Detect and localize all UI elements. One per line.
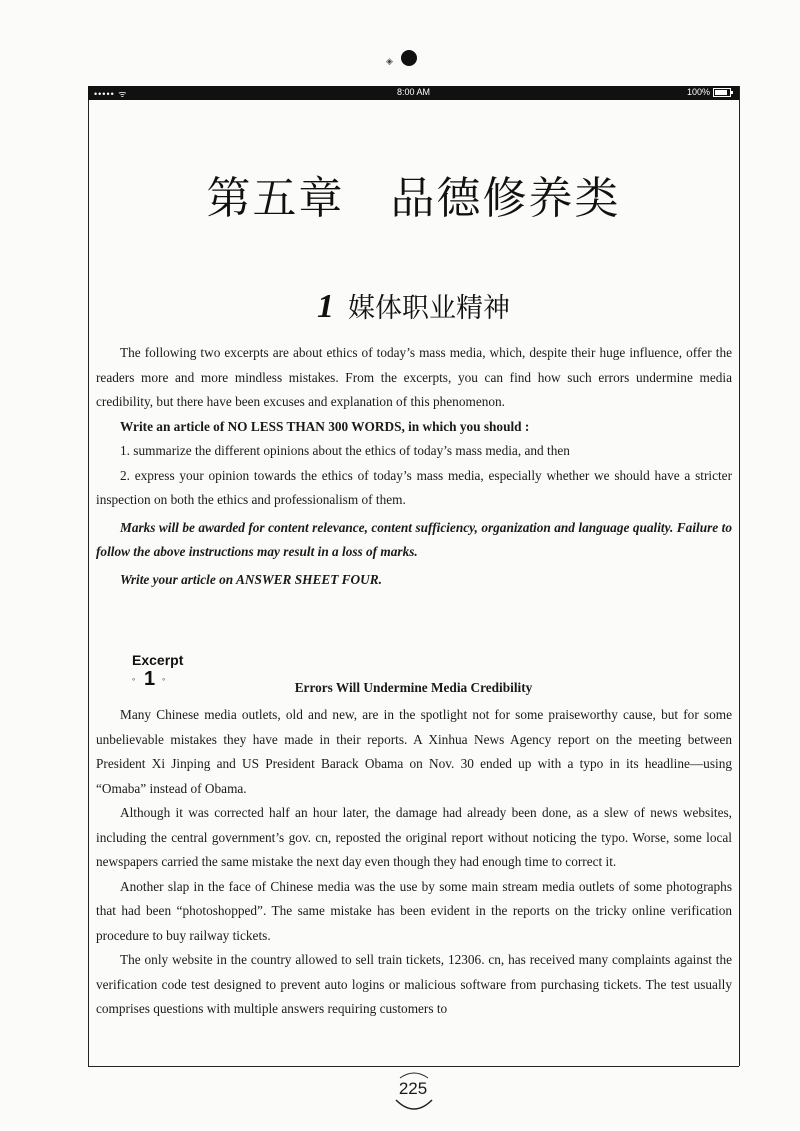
excerpt-paragraph: Another slap in the face of Chinese media was the use by some main stream media outlets of some photographs that had been “photoshopped”. The same mistake has been evident in the reports on the tricky online verification procedure to buy railway tickets.: [96, 878, 732, 943]
dot-icon: [401, 50, 417, 66]
small-mark-icon: ◈: [386, 56, 393, 66]
section-title-text: 媒体职业精神: [348, 293, 510, 324]
excerpt-heading: Errors Will Undermine Media Credibility: [294, 680, 533, 695]
excerpt-body: [96, 703, 732, 1022]
badge-dot-icon: ◦: [162, 674, 166, 684]
battery-fill: [715, 90, 727, 95]
marks-note: Marks will be awarded for content relevance, content sufficiency, organization and language quality. Failure to follow the above instructions may result in a loss of marks.: [96, 519, 732, 559]
battery-percent: 100%: [686, 87, 710, 97]
status-bar: [88, 86, 739, 100]
chapter-title: 第五章 品德修养类: [206, 173, 621, 224]
top-decoration: [382, 48, 422, 72]
section-title: [88, 286, 739, 326]
intro-paragraph: The following two excerpts are about ethics of today’s mass media, which, despite their huge influence, offer the readers more and more mindless mistakes. From the excerpts, you can find how such errors undermine media credibility, but there have been excuses and explanation of this phenomenon.: [96, 345, 732, 409]
excerpt-number: 1: [144, 668, 156, 690]
task-item-1: 1. summarize the different opinions about the ethics of today’s mass media, and then: [120, 443, 570, 458]
signal-indicator: ••••• ᯤ: [94, 89, 128, 99]
task-instruction: Write an article of NO LESS THAN 300 WORDS, in which you should :: [120, 418, 530, 434]
excerpt-paragraph: Although it was corrected half an hour later, the damage had already been done, as a slew of news websites, including the central government’s gov. cn, reposted the original report without noticing the typo. Worse, some local newspapers carried the same mistake the next day even though they had enough time to correct it.: [96, 805, 732, 869]
excerpt-paragraph: Many Chinese media outlets, old and new, are in the spotlight not for some praiseworthy cause, but for some unbelievable mistakes they have made in their reports. A Xinhua News Agency report on the meeting between President Xi Jinping and US President Barack Obama on Nov. 30 ended up with a typo in its headline—using “Omaba” instead of Obama.: [96, 707, 732, 796]
footer-rule: [88, 1066, 739, 1067]
battery-status: [687, 87, 731, 97]
excerpt-paragraph: The only website in the country allowed to sell train tickets, 12306. cn, has received many complaints against the verification code test designed to prevent auto logins or malicious software from purchasing tickets. The test usually comprises questions with multiple answers requiring customers to: [96, 952, 732, 1016]
task-item-2: 2. express your opinion towards the ethics of today’s mass media, especially whether we should have a stricter inspection on both the ethics and professionalism of them.: [96, 467, 732, 507]
excerpt-label: Excerpt: [132, 652, 184, 668]
battery-icon: [713, 88, 731, 97]
page-number: 225: [398, 1079, 428, 1098]
section-number: 1: [317, 288, 334, 325]
answer-sheet-note: Write your article on ANSWER SHEET FOUR.: [120, 571, 382, 587]
status-time: 8:00 AM: [396, 87, 431, 97]
intro-block: [96, 341, 732, 592]
badge-dot-icon: ◦: [132, 674, 136, 684]
